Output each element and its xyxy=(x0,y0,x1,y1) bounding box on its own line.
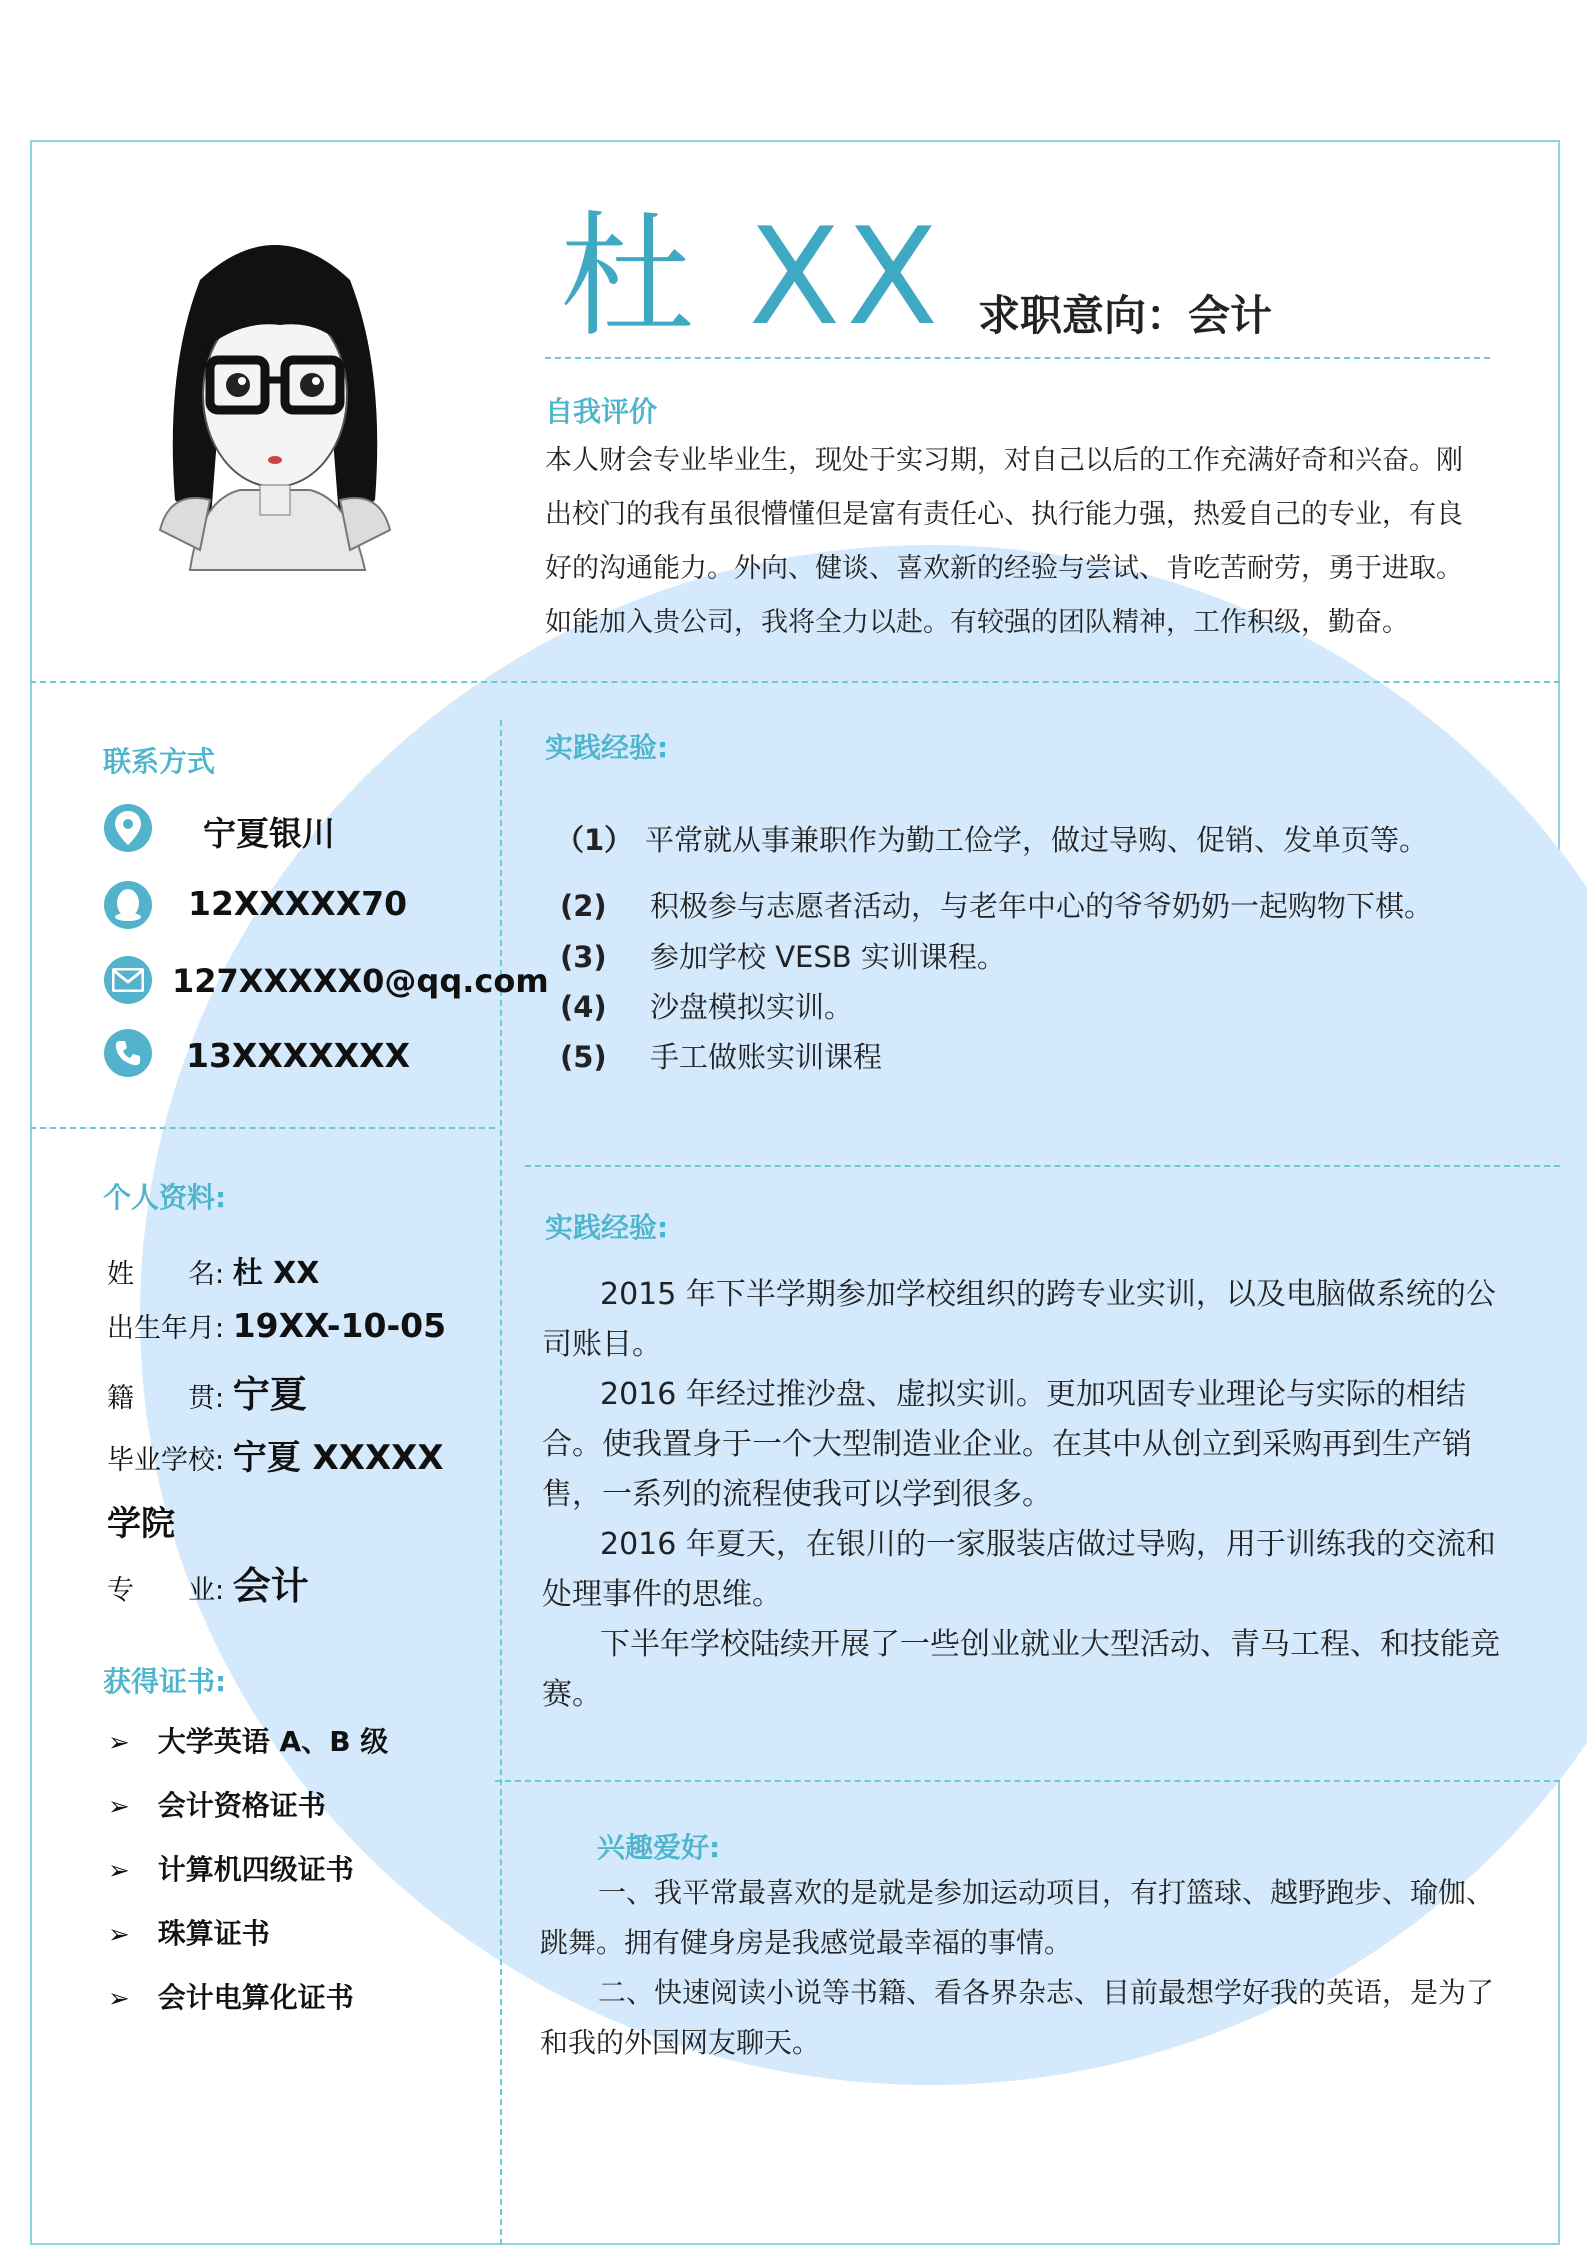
right-divider-hobbies xyxy=(495,1780,1560,1782)
certificate-item: ➢ 计算机四级证书 xyxy=(108,1853,354,1886)
left-divider-contact xyxy=(30,1127,495,1129)
practice-title-1: 实践经验: xyxy=(545,731,669,764)
practice-title-2: 实践经验: xyxy=(545,1211,669,1244)
personal-info-title: 个人资料: xyxy=(103,1181,227,1214)
hobbies-title: 兴趣爱好: xyxy=(597,1831,721,1864)
contact-email: 127XXXXX0@qq.com xyxy=(172,962,549,1000)
job-intent: 求职意向：会计 xyxy=(978,291,1273,340)
info-native-row xyxy=(107,1364,307,1418)
contact-location: 宁夏银川 xyxy=(203,814,335,853)
hobbies-paragraphs xyxy=(540,1868,1500,2068)
practice-paragraph: 2015 年下半学期参加学校组织的跨专业实训，以及电脑做系统的公司账目。 xyxy=(542,1277,1496,1362)
bullet-arrow-icon: ➢ xyxy=(108,1856,130,1886)
info-native-value: 宁夏 xyxy=(232,1373,307,1416)
info-birth-label: 出生年月: xyxy=(107,1313,225,1344)
self-evaluation-title: 自我评价 xyxy=(545,395,658,428)
contact-title: 联系方式 xyxy=(103,745,216,778)
bullet-arrow-icon: ➢ xyxy=(108,1920,130,1950)
hobby-paragraph: 一、我平常最喜欢的是就是参加运动项目，有打篮球、越野跑步、瑜伽、跳舞。拥有健身房是我感觉最幸福的事情。 xyxy=(540,1876,1495,1959)
info-native-label: 籍 贯: xyxy=(107,1383,225,1414)
right-divider-practice xyxy=(525,1165,1560,1167)
info-school-label: 毕业学校: xyxy=(107,1445,225,1476)
bullet-arrow-icon: ➢ xyxy=(108,1984,130,2014)
practice-paragraphs xyxy=(542,1270,1502,1720)
hobby-paragraph: 二、快速阅读小说等书籍、看各界杂志、目前最想学好我的英语，是为了和我的外国网友聊天。 xyxy=(540,1976,1495,2059)
certificate-item: ➢ 会计资格证书 xyxy=(108,1789,326,1822)
info-school-value: 宁夏 XXXXX xyxy=(232,1438,444,1478)
self-evaluation-text: 本人财会专业毕业生，现处于实习期，对自己以后的工作充满好奇和兴奋。刚出校门的我有虽很懵懂但是富有责任心、执行能力强，热爱自己的专业，有良好的沟通能力。外向、健谈、喜欢新的经验与尝试、肯吃苦耐劳，勇于进取。如能加入贵公司，我将全力以赴。有较强的团队精神，工作积级，勤奋。 xyxy=(545,445,1463,638)
practice-paragraph: 2016 年夏天，在银川的一家服装店做过导购，用于训练我的交流和处理事件的思维。 xyxy=(542,1527,1496,1612)
header-divider xyxy=(545,357,1490,359)
info-birth-row xyxy=(107,1306,446,1345)
info-major-label: 专 业: xyxy=(107,1575,225,1606)
info-school-row xyxy=(107,1430,444,1479)
practice-paragraph: 下半年学校陆续开展了一些创业就业大型活动、青马工程、和技能竞赛。 xyxy=(542,1627,1500,1712)
contact-phone: 13XXXXXXX xyxy=(186,1036,411,1075)
certificate-item: ➢ 大学英语 A、B 级 xyxy=(108,1725,389,1758)
envelope-icon xyxy=(104,956,152,1004)
practice-item: (5) 手工做账实训课程 xyxy=(560,1040,883,1074)
info-name-row xyxy=(107,1248,319,1292)
practice-paragraph: 2016 年经过推沙盘、虚拟实训。更加巩固专业理论与实际的相结合。使我置身于一个大型制造业企业。在其中从创立到采购再到生产销售，一系列的流程使我可以学到很多。 xyxy=(542,1377,1472,1512)
practice-item: (4) 沙盘模拟实训。 xyxy=(560,990,854,1024)
practice-item: (3) 参加学校 VESB 实训课程。 xyxy=(560,940,1006,974)
info-major-value: 会计 xyxy=(232,1564,309,1608)
certificate-item: ➢ 珠算证书 xyxy=(108,1917,270,1950)
bullet-arrow-icon: ➢ xyxy=(108,1728,130,1758)
info-major-row xyxy=(107,1555,309,1610)
info-birth-value: 19XX-10-05 xyxy=(232,1306,447,1345)
candidate-name: 杜 XX xyxy=(560,199,945,355)
column-divider xyxy=(500,720,502,2245)
contact-qq: 12XXXXX70 xyxy=(188,884,408,923)
info-name-label: 姓 名: xyxy=(107,1259,225,1290)
avatar xyxy=(130,200,420,580)
bullet-arrow-icon: ➢ xyxy=(108,1792,130,1822)
info-school-value-cont: 学院 xyxy=(107,1504,175,1544)
location-pin-icon xyxy=(104,804,152,852)
info-name-value: 杜 XX xyxy=(232,1256,320,1291)
certificates-title: 获得证书: xyxy=(103,1665,227,1698)
practice-item: (2) 积极参与志愿者活动，与老年中心的爷爷奶奶一起购物下棋。 xyxy=(560,889,1434,923)
qq-icon xyxy=(104,881,152,929)
section-divider-top xyxy=(30,681,1560,683)
certificate-item: ➢ 会计电算化证书 xyxy=(108,1981,354,2014)
phone-icon xyxy=(104,1029,152,1077)
practice-item: （1） 平常就从事兼职作为勤工俭学，做过导购、促销、发单页等。 xyxy=(555,823,1429,857)
